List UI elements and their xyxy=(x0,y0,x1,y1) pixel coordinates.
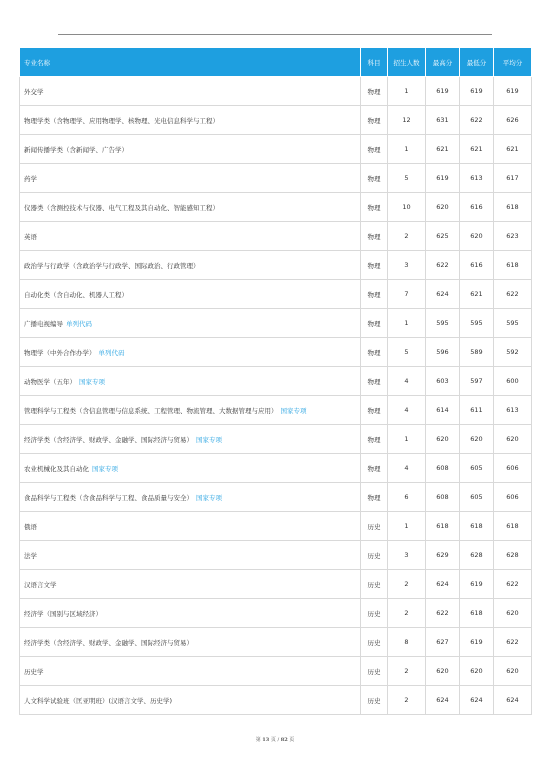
footer-middle: 页 / xyxy=(270,737,280,743)
cell-subject: 物理 xyxy=(361,425,388,454)
cell-major xyxy=(20,164,361,193)
cell-subject: 历史 xyxy=(361,570,388,599)
cell-major xyxy=(20,77,361,106)
footer-total-pages: 82 xyxy=(280,737,288,743)
cell-min: 621 xyxy=(460,280,494,309)
cell-subject: 历史 xyxy=(361,657,388,686)
major-name: 外交学 xyxy=(24,87,44,96)
cell-subject: 历史 xyxy=(361,686,388,715)
cell-subject: 物理 xyxy=(361,106,388,135)
cell-major xyxy=(20,599,361,628)
table-row xyxy=(20,686,532,715)
column-header-avg: 平均分 xyxy=(494,48,532,77)
cell-max: 622 xyxy=(426,599,460,628)
cell-min: 613 xyxy=(460,164,494,193)
cell-avg: 622 xyxy=(494,628,532,657)
column-header-max: 最高分 xyxy=(426,48,460,77)
major-name: 历史学 xyxy=(24,667,44,676)
cell-min: 618 xyxy=(460,512,494,541)
cell-major xyxy=(20,106,361,135)
cell-avg: 622 xyxy=(494,280,532,309)
cell-avg: 618 xyxy=(494,251,532,280)
major-name: 物理学（中外合作办学） xyxy=(24,348,96,357)
cell-avg: 595 xyxy=(494,309,532,338)
cell-enrollment: 1 xyxy=(388,309,426,338)
cell-min: 624 xyxy=(460,686,494,715)
table-header-row xyxy=(20,48,532,77)
major-tag: 单列代码 xyxy=(98,348,125,357)
cell-subject: 历史 xyxy=(361,628,388,657)
cell-enrollment: 1 xyxy=(388,77,426,106)
cell-major xyxy=(20,222,361,251)
cell-avg: 622 xyxy=(494,570,532,599)
table-row xyxy=(20,599,532,628)
table-row xyxy=(20,106,532,135)
column-header-subject: 科目 xyxy=(361,48,388,77)
cell-subject: 物理 xyxy=(361,135,388,164)
cell-max: 624 xyxy=(426,686,460,715)
major-name: 农业机械化及其自动化 xyxy=(24,464,89,473)
major-name: 人文科学试验班（匡亚明班）(汉语言文学、历史学) xyxy=(24,696,173,705)
table-row xyxy=(20,251,532,280)
cell-subject: 物理 xyxy=(361,222,388,251)
cell-avg: 592 xyxy=(494,338,532,367)
table-row xyxy=(20,367,532,396)
cell-min: 611 xyxy=(460,396,494,425)
cell-max: 624 xyxy=(426,570,460,599)
cell-max: 620 xyxy=(426,193,460,222)
cell-min: 628 xyxy=(460,541,494,570)
cell-max: 624 xyxy=(426,280,460,309)
cell-enrollment: 12 xyxy=(388,106,426,135)
cell-max: 619 xyxy=(426,164,460,193)
cell-major xyxy=(20,338,361,367)
major-name: 经济学类（含经济学、财政学、金融学、国际经济与贸易） xyxy=(24,435,193,444)
footer-suffix: 页 xyxy=(289,737,295,743)
table-row xyxy=(20,193,532,222)
table-row xyxy=(20,338,532,367)
cell-min: 620 xyxy=(460,425,494,454)
score-table xyxy=(19,47,532,715)
table-row xyxy=(20,309,532,338)
cell-enrollment: 4 xyxy=(388,396,426,425)
cell-enrollment: 5 xyxy=(388,338,426,367)
major-name: 广播电视编导 xyxy=(24,319,63,328)
major-tag: 单列代码 xyxy=(66,319,92,328)
cell-avg: 626 xyxy=(494,106,532,135)
cell-subject: 物理 xyxy=(361,77,388,106)
cell-min: 618 xyxy=(460,599,494,628)
cell-min: 616 xyxy=(460,193,494,222)
major-tag: 国家专项 xyxy=(79,377,105,386)
cell-major xyxy=(20,657,361,686)
major-name: 经济学类（含经济学、财政学、金融学、国际经济与贸易） xyxy=(24,638,193,647)
cell-avg: 618 xyxy=(494,193,532,222)
cell-avg: 619 xyxy=(494,77,532,106)
cell-min: 619 xyxy=(460,77,494,106)
cell-enrollment: 2 xyxy=(388,570,426,599)
cell-avg: 624 xyxy=(494,686,532,715)
cell-max: 629 xyxy=(426,541,460,570)
major-name: 新闻传播学类（含新闻学、广告学） xyxy=(24,145,128,154)
cell-subject: 物理 xyxy=(361,396,388,425)
cell-major xyxy=(20,454,361,483)
cell-max: 614 xyxy=(426,396,460,425)
cell-avg: 620 xyxy=(494,599,532,628)
cell-min: 619 xyxy=(460,570,494,599)
column-header-min: 最低分 xyxy=(460,48,494,77)
cell-subject: 物理 xyxy=(361,193,388,222)
cell-avg: 623 xyxy=(494,222,532,251)
major-name: 汉语言文学 xyxy=(24,580,57,589)
cell-max: 603 xyxy=(426,367,460,396)
cell-enrollment: 3 xyxy=(388,541,426,570)
table-row xyxy=(20,396,532,425)
cell-major xyxy=(20,193,361,222)
cell-min: 605 xyxy=(460,483,494,512)
cell-max: 608 xyxy=(426,454,460,483)
cell-major xyxy=(20,396,361,425)
cell-max: 620 xyxy=(426,425,460,454)
cell-subject: 历史 xyxy=(361,541,388,570)
header-rule xyxy=(58,34,492,35)
cell-avg: 613 xyxy=(494,396,532,425)
cell-major xyxy=(20,541,361,570)
cell-max: 625 xyxy=(426,222,460,251)
cell-subject: 历史 xyxy=(361,512,388,541)
cell-major xyxy=(20,251,361,280)
table-row xyxy=(20,280,532,309)
major-tag: 国家专项 xyxy=(280,406,307,415)
cell-enrollment: 7 xyxy=(388,280,426,309)
cell-avg: 620 xyxy=(494,425,532,454)
cell-min: 622 xyxy=(460,106,494,135)
cell-major xyxy=(20,483,361,512)
cell-avg: 618 xyxy=(494,512,532,541)
cell-enrollment: 1 xyxy=(388,135,426,164)
cell-enrollment: 10 xyxy=(388,193,426,222)
cell-avg: 606 xyxy=(494,483,532,512)
major-name: 物理学类（含物理学、应用物理学、核物理、光电信息科学与工程） xyxy=(24,116,219,125)
table-row xyxy=(20,512,532,541)
cell-max: 619 xyxy=(426,77,460,106)
major-name: 管理科学与工程类（含信息管理与信息系统、工程管理、物流管理、大数据管理与应用） xyxy=(24,406,278,415)
cell-enrollment: 2 xyxy=(388,657,426,686)
cell-enrollment: 2 xyxy=(388,599,426,628)
cell-max: 596 xyxy=(426,338,460,367)
cell-min: 616 xyxy=(460,251,494,280)
cell-subject: 物理 xyxy=(361,367,388,396)
major-name: 动物医学（五年） xyxy=(24,377,76,386)
table-row xyxy=(20,628,532,657)
cell-subject: 物理 xyxy=(361,251,388,280)
table-row xyxy=(20,222,532,251)
major-name: 自动化类（含自动化、机器人工程） xyxy=(24,290,128,299)
cell-enrollment: 4 xyxy=(388,367,426,396)
cell-subject: 物理 xyxy=(361,280,388,309)
cell-max: 627 xyxy=(426,628,460,657)
cell-min: 619 xyxy=(460,628,494,657)
column-header-major: 专业名称 xyxy=(20,48,361,77)
table-row xyxy=(20,454,532,483)
cell-max: 631 xyxy=(426,106,460,135)
cell-subject: 物理 xyxy=(361,338,388,367)
major-tag: 国家专项 xyxy=(196,435,222,444)
cell-min: 595 xyxy=(460,309,494,338)
cell-max: 622 xyxy=(426,251,460,280)
major-name: 法学 xyxy=(24,551,37,560)
cell-enrollment: 6 xyxy=(388,483,426,512)
cell-enrollment: 3 xyxy=(388,251,426,280)
cell-max: 595 xyxy=(426,309,460,338)
table-row xyxy=(20,164,532,193)
major-tag: 国家专项 xyxy=(92,464,118,473)
cell-major xyxy=(20,280,361,309)
table-row xyxy=(20,541,532,570)
cell-avg: 606 xyxy=(494,454,532,483)
cell-enrollment: 1 xyxy=(388,425,426,454)
table-row xyxy=(20,570,532,599)
major-name: 食品科学与工程类（含食品科学与工程、食品质量与安全） xyxy=(24,493,193,502)
cell-subject: 物理 xyxy=(361,483,388,512)
major-name: 俄语 xyxy=(24,522,37,531)
major-name: 经济学（国别与区域经济） xyxy=(24,609,102,618)
cell-max: 620 xyxy=(426,657,460,686)
cell-subject: 物理 xyxy=(361,164,388,193)
cell-max: 618 xyxy=(426,512,460,541)
major-name: 英语 xyxy=(24,232,37,241)
page-footer xyxy=(0,736,550,743)
cell-enrollment: 8 xyxy=(388,628,426,657)
cell-major xyxy=(20,135,361,164)
cell-subject: 物理 xyxy=(361,309,388,338)
table-body xyxy=(20,77,532,715)
cell-major xyxy=(20,425,361,454)
footer-page-number: 13 xyxy=(262,737,270,743)
table-row xyxy=(20,135,532,164)
cell-subject: 历史 xyxy=(361,599,388,628)
table-row xyxy=(20,77,532,106)
major-name: 药学 xyxy=(24,174,37,183)
cell-subject: 物理 xyxy=(361,454,388,483)
cell-enrollment: 2 xyxy=(388,686,426,715)
major-name: 仪器类（含测控技术与仪器、电气工程及其自动化、智能感知工程） xyxy=(24,203,219,212)
cell-major xyxy=(20,309,361,338)
table-row xyxy=(20,425,532,454)
cell-major xyxy=(20,512,361,541)
footer-prefix: 第 xyxy=(255,737,261,743)
cell-max: 621 xyxy=(426,135,460,164)
cell-min: 620 xyxy=(460,222,494,251)
table-row xyxy=(20,657,532,686)
cell-avg: 600 xyxy=(494,367,532,396)
cell-major xyxy=(20,570,361,599)
cell-avg: 628 xyxy=(494,541,532,570)
cell-avg: 621 xyxy=(494,135,532,164)
cell-major xyxy=(20,686,361,715)
cell-min: 620 xyxy=(460,657,494,686)
cell-enrollment: 2 xyxy=(388,222,426,251)
cell-avg: 620 xyxy=(494,657,532,686)
cell-avg: 617 xyxy=(494,164,532,193)
cell-enrollment: 5 xyxy=(388,164,426,193)
major-name: 政治学与行政学（含政治学与行政学、国际政治、行政管理） xyxy=(24,261,200,270)
cell-major xyxy=(20,367,361,396)
cell-max: 608 xyxy=(426,483,460,512)
major-tag: 国家专项 xyxy=(196,493,222,502)
table-row xyxy=(20,483,532,512)
cell-enrollment: 1 xyxy=(388,512,426,541)
column-header-enrollment: 招生人数 xyxy=(388,48,426,77)
cell-min: 605 xyxy=(460,454,494,483)
cell-min: 597 xyxy=(460,367,494,396)
cell-min: 589 xyxy=(460,338,494,367)
cell-enrollment: 4 xyxy=(388,454,426,483)
cell-min: 621 xyxy=(460,135,494,164)
cell-major xyxy=(20,628,361,657)
